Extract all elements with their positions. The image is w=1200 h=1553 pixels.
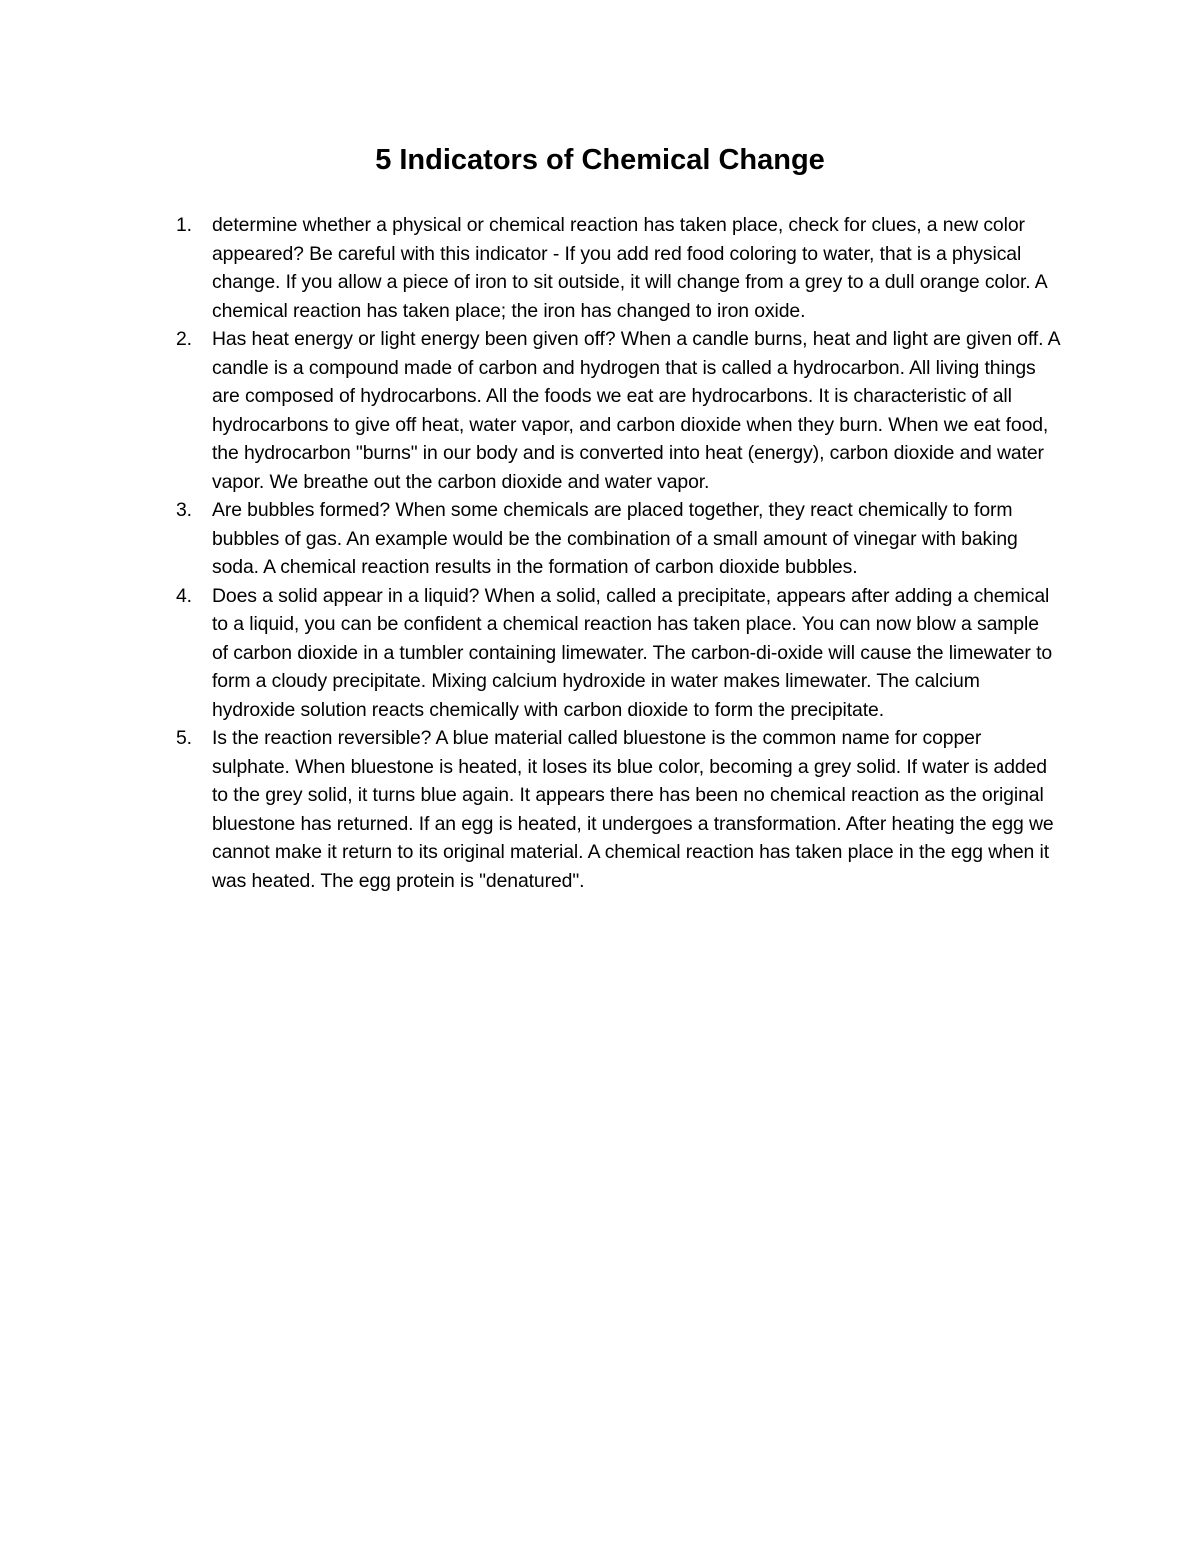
list-item-number: 2.: [176, 328, 192, 350]
list-item: [170, 496, 1060, 582]
list-item-number: 5.: [176, 727, 192, 749]
indicator-list: [170, 211, 1060, 895]
page-title: 5 Indicators of Chemical Change: [375, 144, 825, 176]
list-item-number: 4.: [176, 584, 192, 607]
list-item-text: Does a solid appear in a liquid? When a solid, called a precipitate, appears after adding a chemical to a liquid, you can be confident a chemical reaction has taken place. You can now blow a sample of carbon dioxide in a tumbler containing limewater. The carbon-di-oxide will cause the limewater to form a cloudy precipitate. Mixing calcium hydroxide in water makes limewater. The calcium hydroxide solution reacts chemically with carbon dioxide to form the precipitate.: [212, 584, 1053, 721]
list-item-text: Are bubbles formed? When some chemicals are placed together, they react chemically to form bubbles of gas. An example would be the combination of a small amount of vinegar with baking soda. A chemical reaction results in the formation of carbon dioxide bubbles.: [212, 499, 1018, 578]
list-item-number: 3.: [176, 499, 192, 521]
list-item: [170, 211, 1060, 325]
list-item: [170, 582, 1060, 725]
list-item-number: 1.: [176, 214, 192, 236]
list-item: [170, 325, 1060, 496]
list-item-text: Has heat energy or light energy been given off? When a candle burns, heat and light are given off. A candle is a compound made of carbon and hydrogen that is called a hydrocarbon. All living things are composed of hydrocarbons. All the foods we eat are hydrocarbons. It is characteristic of all hydrocarbons to give off heat, water vapor, and carbon dioxide when they burn. When we eat food, the hydrocarbon "burns" in our body and is converted into heat (energy), carbon dioxide and water vapor. We breathe out the carbon dioxide and water vapor.: [212, 328, 1060, 493]
list-item: [170, 724, 1060, 895]
list-item-text: Is the reaction reversible? A blue material called bluestone is the common name for copper sulphate. When bluestone is heated, it loses its blue color, becoming a grey solid. If water is added to the grey solid, it turns blue again. It appears there has been no chemical reaction as the original bluestone has returned. If an egg is heated, it undergoes a transformation. After heating the egg we cannot make it return to its original material. A chemical reaction has taken place in the egg when it was heated. The egg protein is "denatured".: [212, 727, 1054, 892]
list-item-text: determine whether a physical or chemical reaction has taken place, check for clues, a new color appeared? Be careful with this indicator - If you add red food coloring to water, that is a physical change. If you allow a piece of iron to sit outside, it will change from a grey to a dull orange color. A chemical reaction has taken place; the iron has changed to iron oxide.: [212, 214, 1047, 322]
